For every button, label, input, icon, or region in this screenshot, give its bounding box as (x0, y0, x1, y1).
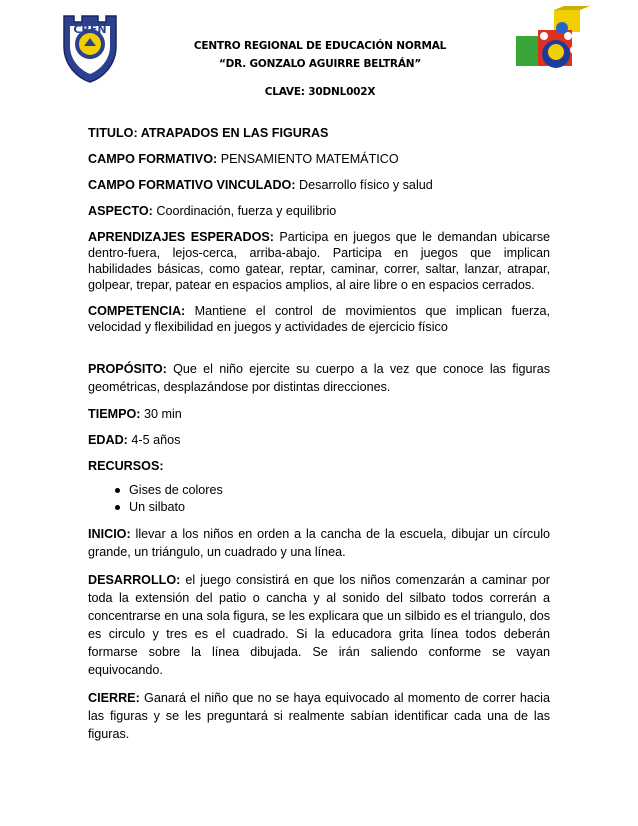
header-institution: CENTRO REGIONAL DE EDUCACIÓN NORMAL (193, 40, 447, 52)
tiempo (88, 406, 550, 422)
inicio (88, 525, 550, 561)
cierre-value: Ganará el niño que no se haya equivocado al momento de correr hacia las figuras y se les preguntará si realmente sabían identificar cada una de las figuras. (88, 691, 550, 741)
aprendizajes (88, 229, 550, 293)
campo-formativo (88, 151, 550, 167)
aspecto-value: Coordinación, fuerza y equilibrio (152, 204, 337, 218)
recursos-list (88, 482, 550, 515)
bullet-icon (115, 488, 120, 493)
desarrollo (88, 571, 550, 679)
edad-value: 4-5 años (127, 433, 181, 447)
header-name: “DR. GONZALO AGUIRRE BELTRÁN” (218, 58, 422, 70)
aspecto-label: ASPECTO: (88, 204, 153, 218)
desarrollo-value: el juego consistirá en que los niños comenzarán a caminar por toda la extensión del patio o cancha y al sonido del silbato todos correrán a concentrarse en una sola figura, se les explicara que un silbido es el triangulo, dos es circulo y tres es el cuadrado. Si la educadora grita línea todos deberán formarse sobre la línea dibujada. Se irán saliendo conforme se vayan equivocando. (88, 573, 550, 677)
campo-vinculado-label: CAMPO FORMATIVO VINCULADO: (88, 178, 296, 192)
header-clave: CLAVE: 30DNL002X (264, 86, 376, 98)
edad (88, 432, 550, 448)
inicio-label: INICIO: (88, 527, 131, 541)
list-item (115, 499, 550, 515)
aprendizajes-label: APRENDIZAJES ESPERADOS: (88, 230, 274, 244)
proposito (88, 360, 550, 396)
campo-vinculado-value: Desarrollo físico y salud (295, 178, 433, 192)
aspecto (88, 203, 550, 219)
proposito-value: Que el niño ejercite su cuerpo a la vez que conoce las figuras geométricas, desplazándose por distintas direcciones. (88, 362, 550, 394)
proposito-label: PROPÓSITO: (88, 362, 167, 376)
tiempo-label: TIEMPO: (88, 407, 141, 421)
titulo: TITULO: ATRAPADOS EN LAS FIGURAS (88, 126, 329, 140)
competencia (88, 303, 550, 335)
desarrollo-label: DESARROLLO: (88, 573, 181, 587)
cierre-label: CIERRE: (88, 691, 140, 705)
recursos-label: RECURSOS: (88, 459, 164, 473)
campo-formativo-label: CAMPO FORMATIVO: (88, 152, 218, 166)
cierre (88, 689, 550, 743)
tiempo-value: 30 min (140, 407, 182, 421)
lesson-plan-body (88, 125, 550, 743)
edad-label: EDAD: (88, 433, 128, 447)
competencia-label: COMPETENCIA: (88, 304, 186, 318)
colorful-blocks-logo (510, 6, 590, 86)
aprendizajes-value: Participa en juegos que le demandan ubicarse dentro-fuera, lejos-cerca, arriba-abajo. Participa en juegos que implican habilidades básicas, como gatear, reptar, caminar, correr, saltar, lanzar, atrapar, golpear, trepar, patear en espacios amplios, al aire libre o en espacios cerrados. (88, 230, 550, 292)
recurso-text: Un silbato (129, 500, 186, 514)
list-item (115, 482, 550, 498)
recurso-text: Gises de colores (129, 483, 223, 497)
competencia-value: Mantiene el control de movimientos que implican fuerza, velocidad y flexibilidad en juegos y actividades de ejercicio físico (88, 304, 550, 334)
campo-formativo-value: PENSAMIENTO MATEMÁTICO (217, 152, 399, 166)
logo-label: CREN (73, 23, 107, 36)
bullet-icon (115, 505, 120, 510)
cren-logo (58, 10, 122, 84)
campo-vinculado (88, 177, 550, 193)
inicio-value: llevar a los niños en orden a la cancha de la escuela, dibujar un círculo grande, un triángulo, un cuadrado y una línea. (88, 527, 550, 559)
